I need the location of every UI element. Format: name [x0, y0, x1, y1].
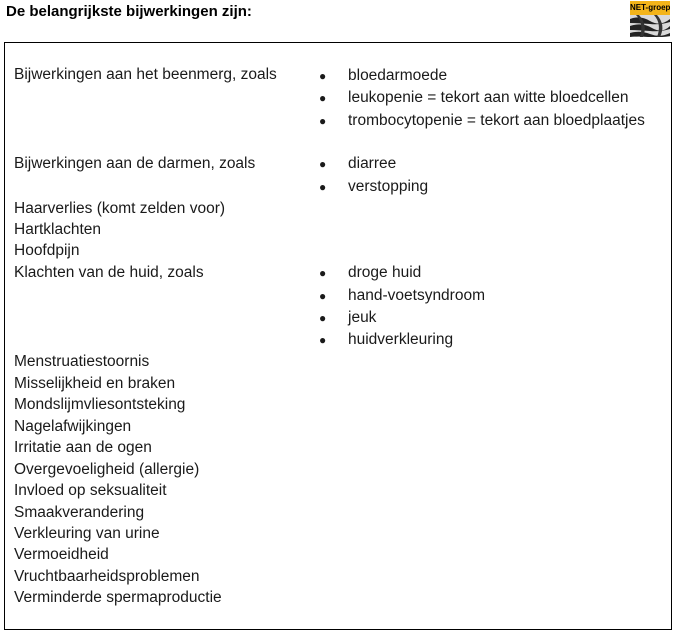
list-item: trombocytopenie = tekort aan bloedplaatjes: [348, 112, 645, 129]
list-item: verstopping: [348, 178, 429, 195]
list-item: diarree: [348, 155, 397, 172]
list-item: Nagelafwijkingen: [14, 418, 132, 435]
list-item: Verminderde spermaproductie: [14, 589, 222, 606]
group-label: Klachten van de huid, zoals: [14, 264, 204, 281]
page-title: De belangrijkste bijwerkingen zijn:: [6, 3, 252, 20]
list-item: bloedarmoede: [348, 67, 448, 84]
list-item: Mondslijmvliesontsteking: [14, 396, 186, 413]
bullet-icon: ●: [319, 289, 327, 303]
list-item: Irritatie aan de ogen: [14, 439, 152, 456]
logo-text: NET-groep: [630, 1, 670, 15]
bullet-icon: ●: [319, 157, 327, 171]
list-item: hand-voetsyndroom: [348, 287, 485, 304]
list-item: Haarverlies (komt zelden voor): [14, 200, 226, 217]
zebra-stripes-icon: [630, 15, 670, 37]
list-item: Misselijkheid en braken: [14, 375, 176, 392]
list-item: jeuk: [348, 309, 377, 326]
bullet-icon: ●: [319, 333, 327, 347]
list-item: Verkleuring van urine: [14, 525, 160, 542]
list-item: Smaakverandering: [14, 504, 145, 521]
group-label: Bijwerkingen aan de darmen, zoals: [14, 155, 256, 172]
list-item: huidverkleuring: [348, 331, 454, 348]
net-groep-logo: [630, 1, 670, 37]
bullet-icon: ●: [319, 91, 327, 105]
bullet-icon: ●: [319, 114, 327, 128]
list-item: Overgevoeligheid (allergie): [14, 461, 200, 478]
bullet-icon: ●: [319, 311, 327, 325]
bullet-icon: ●: [319, 180, 327, 194]
list-item: Invloed op seksualiteit: [14, 482, 167, 499]
list-item: droge huid: [348, 264, 422, 281]
bullet-icon: ●: [319, 266, 327, 280]
list-item: Vruchtbaarheidsproblemen: [14, 568, 200, 585]
bullet-icon: ●: [319, 69, 327, 83]
group-label: Bijwerkingen aan het beenmerg, zoals: [14, 66, 277, 83]
list-item: Hoofdpijn: [14, 242, 80, 259]
list-item: Vermoeidheid: [14, 546, 109, 563]
list-item: leukopenie = tekort aan witte bloedcellen: [348, 89, 629, 106]
list-item: Menstruatiestoornis: [14, 353, 150, 370]
list-item: Hartklachten: [14, 221, 102, 238]
